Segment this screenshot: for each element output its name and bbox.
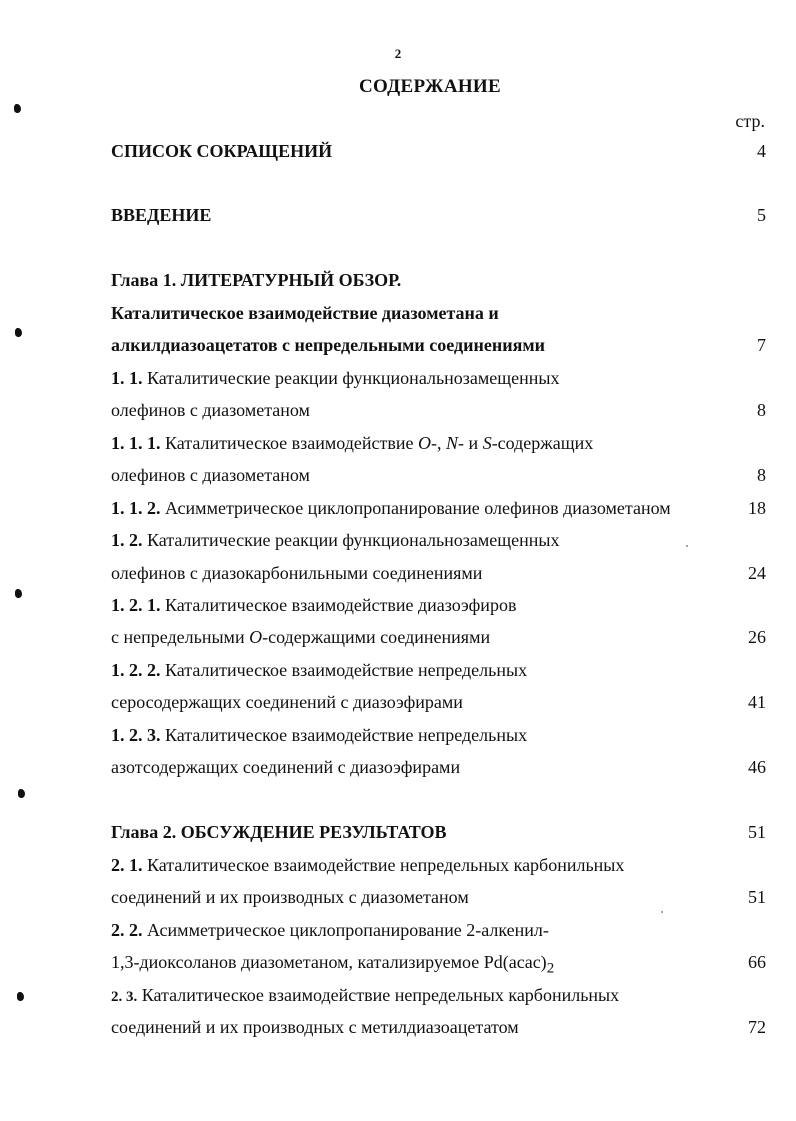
- italic-letter: N: [446, 433, 459, 453]
- toc-entry-1-1[interactable]: [111, 368, 559, 389]
- toc-entry-introduction[interactable]: ВВЕДЕНИЕ: [111, 205, 212, 225]
- toc-entry-1-2-2-cont: серосодержащих соединений с диазоэфирами: [111, 692, 463, 712]
- toc-entry-1-2-1-cont: [111, 627, 490, 648]
- section-title: -,: [431, 433, 447, 453]
- toc-page-introduction: 5: [757, 205, 766, 225]
- toc-page-abbreviations: 4: [757, 141, 766, 161]
- section-number: 1. 1.: [111, 368, 143, 388]
- section-title: Каталитическое взаимодействие: [160, 433, 419, 453]
- section-title: Асимметрическое циклопропанирование 2-алкенил-: [142, 920, 549, 940]
- section-title: - и: [458, 433, 483, 453]
- toc-entry-1-2-2[interactable]: [111, 660, 527, 681]
- toc-entry-2-1-cont: соединений и их производных с диазометаном: [111, 887, 469, 907]
- formula-subscript: 2: [546, 960, 555, 977]
- section-number: 1. 2. 1.: [111, 595, 161, 615]
- toc-entry-1-2-cont: олефинов с диазокарбонильными соединениями: [111, 563, 483, 583]
- section-number: 1. 2. 3.: [111, 725, 161, 745]
- margin-mark: [14, 104, 21, 113]
- toc-chapter-2-heading[interactable]: Глава 2. ОБСУЖДЕНИЕ РЕЗУЛЬТАТОВ: [111, 822, 447, 842]
- toc-page-1-1-2: 18: [748, 498, 766, 518]
- toc-entry-2-2[interactable]: [111, 920, 549, 941]
- toc-page-chapter-2: 51: [748, 822, 766, 842]
- toc-entry-1-2-1[interactable]: [111, 595, 516, 616]
- section-title: Каталитическое взаимодействие непредельных карбонильных: [142, 855, 625, 875]
- toc-entry-1-1-2[interactable]: [111, 498, 671, 519]
- margin-mark: [15, 589, 22, 598]
- toc-page-chapter-1: 7: [757, 335, 766, 355]
- page-title: СОДЕРЖАНИЕ: [359, 76, 501, 97]
- section-number: 2. 1.: [111, 855, 143, 875]
- margin-mark: [15, 328, 22, 337]
- toc-entry-2-2-cont: [111, 952, 554, 978]
- section-title: с непредельными: [111, 627, 250, 647]
- section-number: 2. 2.: [111, 920, 143, 940]
- toc-entry-abbreviations[interactable]: СПИСОК СОКРАЩЕНИЙ: [111, 141, 333, 161]
- toc-page-1-1: 8: [757, 400, 766, 420]
- section-title: Каталитическое взаимодействие непредельных: [160, 725, 528, 745]
- section-title: -содержащими соединениями: [262, 627, 491, 647]
- section-title: Каталитическое взаимодействие непредельных: [160, 660, 528, 680]
- toc-page-2-2: 66: [748, 952, 766, 972]
- toc-entry-1-2-3[interactable]: [111, 725, 527, 746]
- section-number: 2. 3.: [111, 989, 138, 1005]
- italic-letter: О: [249, 627, 263, 647]
- toc-entry-2-1[interactable]: [111, 855, 624, 876]
- section-title: 1,3-диоксоланов диазометаном, катализируемое: [111, 952, 484, 972]
- section-title: Каталитическое взаимодействие непредельных карбонильных: [137, 985, 620, 1005]
- toc-page-1-2: 24: [748, 563, 766, 583]
- page-column-header: стр.: [735, 111, 765, 131]
- section-title: Асимметрическое циклопропанирование олефинов диазометаном: [160, 498, 671, 518]
- chemical-formula: Pd(acac): [483, 952, 547, 972]
- toc-chapter-1-heading[interactable]: Глава 1. ЛИТЕРАТУРНЫЙ ОБЗОР.: [111, 270, 402, 290]
- section-number: 1. 1. 1.: [111, 433, 161, 453]
- toc-entry-1-1-1[interactable]: [111, 433, 593, 454]
- toc-entry-1-2-3-cont: азотсодержащих соединений с диазоэфирами: [111, 757, 461, 777]
- toc-entry-2-3-cont: соединений и их производных с метилдиазоацетатом: [111, 1017, 519, 1037]
- toc-entry-2-3[interactable]: [111, 985, 619, 1006]
- margin-mark: [18, 789, 25, 798]
- toc-page-1-1-1: 8: [757, 465, 766, 485]
- section-title: Каталитическое взаимодействие диазоэфиров: [160, 595, 517, 615]
- section-number: 1. 2. 2.: [111, 660, 161, 680]
- italic-letter: О: [418, 433, 432, 453]
- page-number: 2: [394, 46, 402, 61]
- italic-letter: S: [482, 433, 492, 453]
- scan-speck: [661, 911, 663, 913]
- section-title: Каталитические реакции функциональнозамещенных: [142, 368, 560, 388]
- scan-speck: [686, 545, 688, 547]
- toc-page-2-3: 72: [748, 1017, 766, 1037]
- section-title: -содержащих: [491, 433, 594, 453]
- toc-entry-1-1-cont: олефинов с диазометаном: [111, 400, 310, 420]
- toc-page-1-2-3: 46: [748, 757, 766, 777]
- section-number: 1. 2.: [111, 530, 143, 550]
- toc-chapter-1-subtitle: алкилдиазоацетатов с непредельными соединениями: [111, 335, 545, 355]
- margin-mark: [17, 992, 24, 1001]
- section-title: Каталитические реакции функциональнозамещенных: [142, 530, 560, 550]
- toc-entry-1-1-1-cont: олефинов с диазометаном: [111, 465, 310, 485]
- toc-page-1-2-1: 26: [748, 627, 766, 647]
- toc-entry-1-2[interactable]: [111, 530, 559, 551]
- toc-page-2-1: 51: [748, 887, 766, 907]
- toc-page-1-2-2: 41: [748, 692, 766, 712]
- section-number: 1. 1. 2.: [111, 498, 161, 518]
- toc-chapter-1-subtitle: Каталитическое взаимодействие диазометана и: [111, 303, 499, 323]
